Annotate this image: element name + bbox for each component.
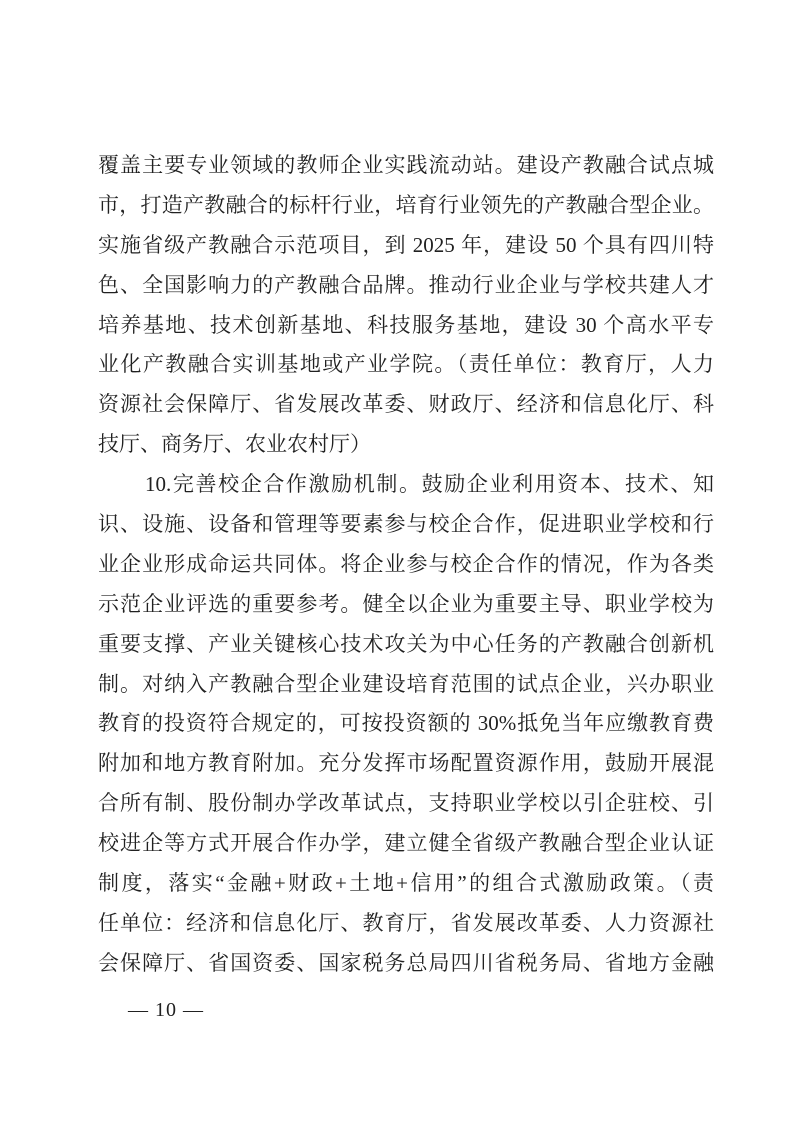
text-line: 任单位：经济和信息化厅、教育厅，省发展改革委、人力资源社 <box>98 910 714 935</box>
page-number: — 10 — <box>128 999 204 1021</box>
text-line: 资源社会保障厅、省发展改革委、财政厅、经济和信息化厅、科 <box>98 392 714 417</box>
text-line: 合所有制、股份制办学改革试点，支持职业学校以引企驻校、引 <box>98 791 714 816</box>
text-line: 示范企业评选的重要参考。健全以企业为重要主导、职业学校为 <box>98 591 714 616</box>
text-line: 培养基地、技术创新基地、科技服务基地，建设 30 个高水平专 <box>98 312 714 337</box>
document-body <box>98 146 714 984</box>
text-line: 覆盖主要专业领域的教师企业实践流动站。建设产教融合试点城 <box>98 153 714 177</box>
paragraph-1 <box>98 146 714 465</box>
text-line: 市，打造产教融合的标杆行业，培育行业领先的产教融合型企业。 <box>98 192 714 217</box>
text-line: 重要支撑、产业关键核心技术攻关为中心任务的产教融合创新机 <box>98 631 714 656</box>
text-line: 制度，落实“金融+财政+土地+信用”的组合式激励政策。（责 <box>98 871 714 896</box>
text-line: 附加和地方教育附加。充分发挥市场配置资源作用，鼓励开展混 <box>98 751 714 776</box>
text-line: 会保障厅、省国资委、国家税务总局四川省税务局、省地方金融 <box>98 950 714 975</box>
text-line: 色、全国影响力的产教融合品牌。推动行业企业与学校共建人才 <box>98 272 714 297</box>
text-line: 教育的投资符合规定的，可按投资额的 30%抵免当年应缴教育费 <box>98 711 714 736</box>
paragraph-2 <box>98 465 714 984</box>
text-line: 技厅、商务厅、农业农村厅） <box>98 432 371 457</box>
text-line: 识、设施、设备和管理等要素参与校企合作，促进职业学校和行 <box>98 512 714 537</box>
text-line: 制。对纳入产教融合型企业建设培育范围的试点企业，兴办职业 <box>98 671 714 696</box>
text-line: 校进企等方式开展合作办学，建立健全省级产教融合型企业认证 <box>98 831 714 856</box>
text-line: 10.完善校企合作激励机制。鼓励企业利用资本、技术、知 <box>145 472 714 497</box>
text-line: 实施省级产教融合示范项目，到 2025 年，建设 50 个具有四川特 <box>98 232 714 257</box>
page-footer <box>128 998 204 1022</box>
text-line: 业化产教融合实训基地或产业学院。（责任单位：教育厅，人力 <box>98 352 714 377</box>
text-line: 业企业形成命运共同体。将企业参与校企合作的情况，作为各类 <box>98 551 714 576</box>
